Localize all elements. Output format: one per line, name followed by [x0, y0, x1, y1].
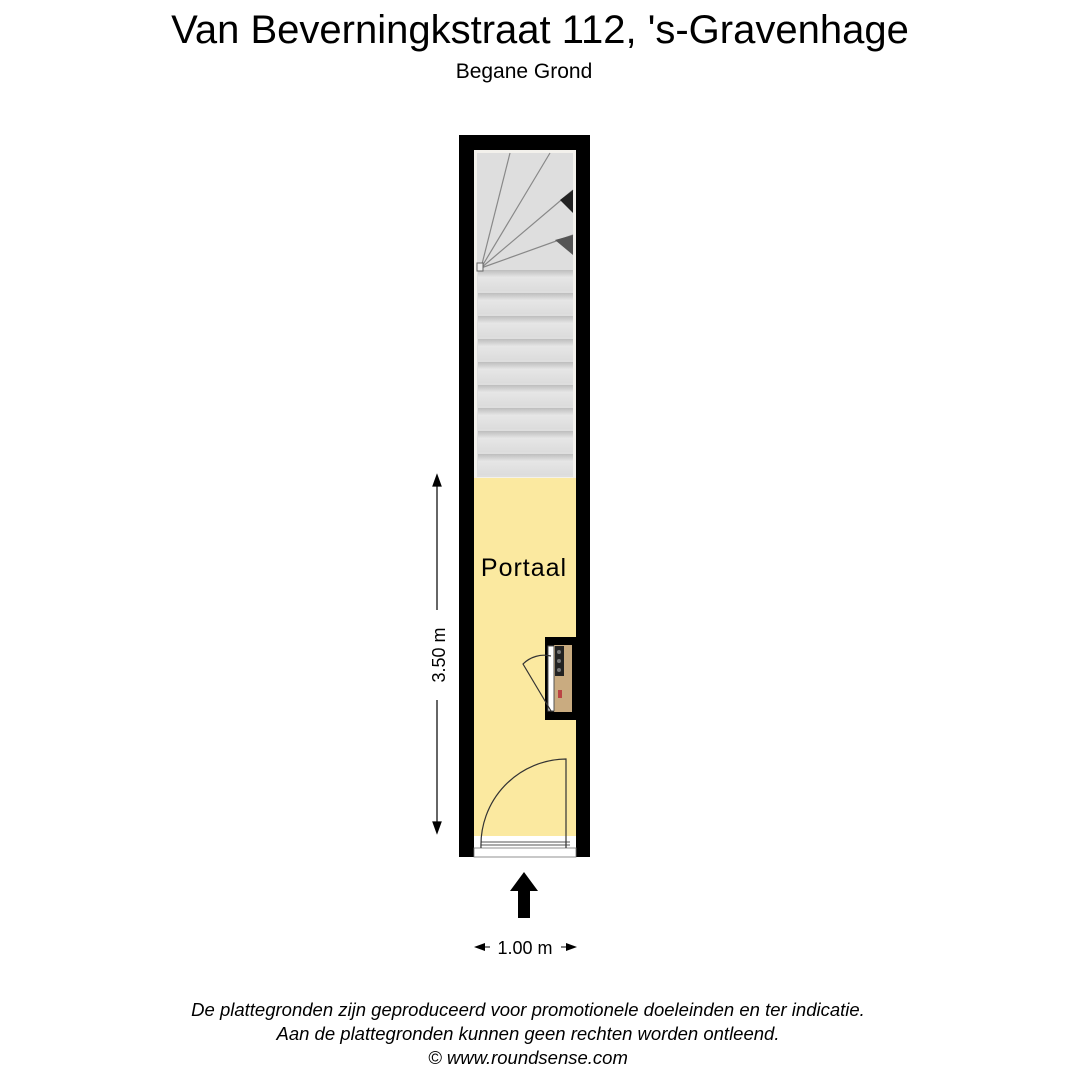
- copyright: © www.roundsense.com: [428, 1047, 628, 1068]
- stair-tread: [478, 293, 573, 314]
- disclaimer-line-1: De plattegronden zijn geproduceerd voor promotionele doeleinden en ter indicatie.: [191, 999, 865, 1020]
- stair-tread: [478, 270, 573, 291]
- floor-name: Begane Grond: [455, 60, 593, 83]
- stair-tread: [478, 454, 573, 475]
- page-title: Van Beverningkstraat 112, 's-Gravenhage: [171, 8, 909, 52]
- stair-tread: [478, 431, 573, 452]
- stair-tread: [478, 339, 573, 360]
- staircase: [478, 270, 573, 475]
- disclaimer-line-2: Aan de plattegronden kunnen geen rechten worden ontleend.: [276, 1023, 780, 1044]
- room-label: Portaal: [480, 554, 568, 582]
- height-dimension-label: 3.50 m: [429, 627, 449, 683]
- stair-tread: [478, 408, 573, 429]
- newel-post: [477, 263, 483, 271]
- entrance-arrow-icon: [510, 872, 538, 918]
- stair-tread: [478, 385, 573, 406]
- stair-tread: [478, 362, 573, 383]
- width-dimension-label: 1.00 m: [497, 938, 553, 958]
- disclaimer: [0, 998, 1068, 1070]
- stair-tread: [478, 316, 573, 337]
